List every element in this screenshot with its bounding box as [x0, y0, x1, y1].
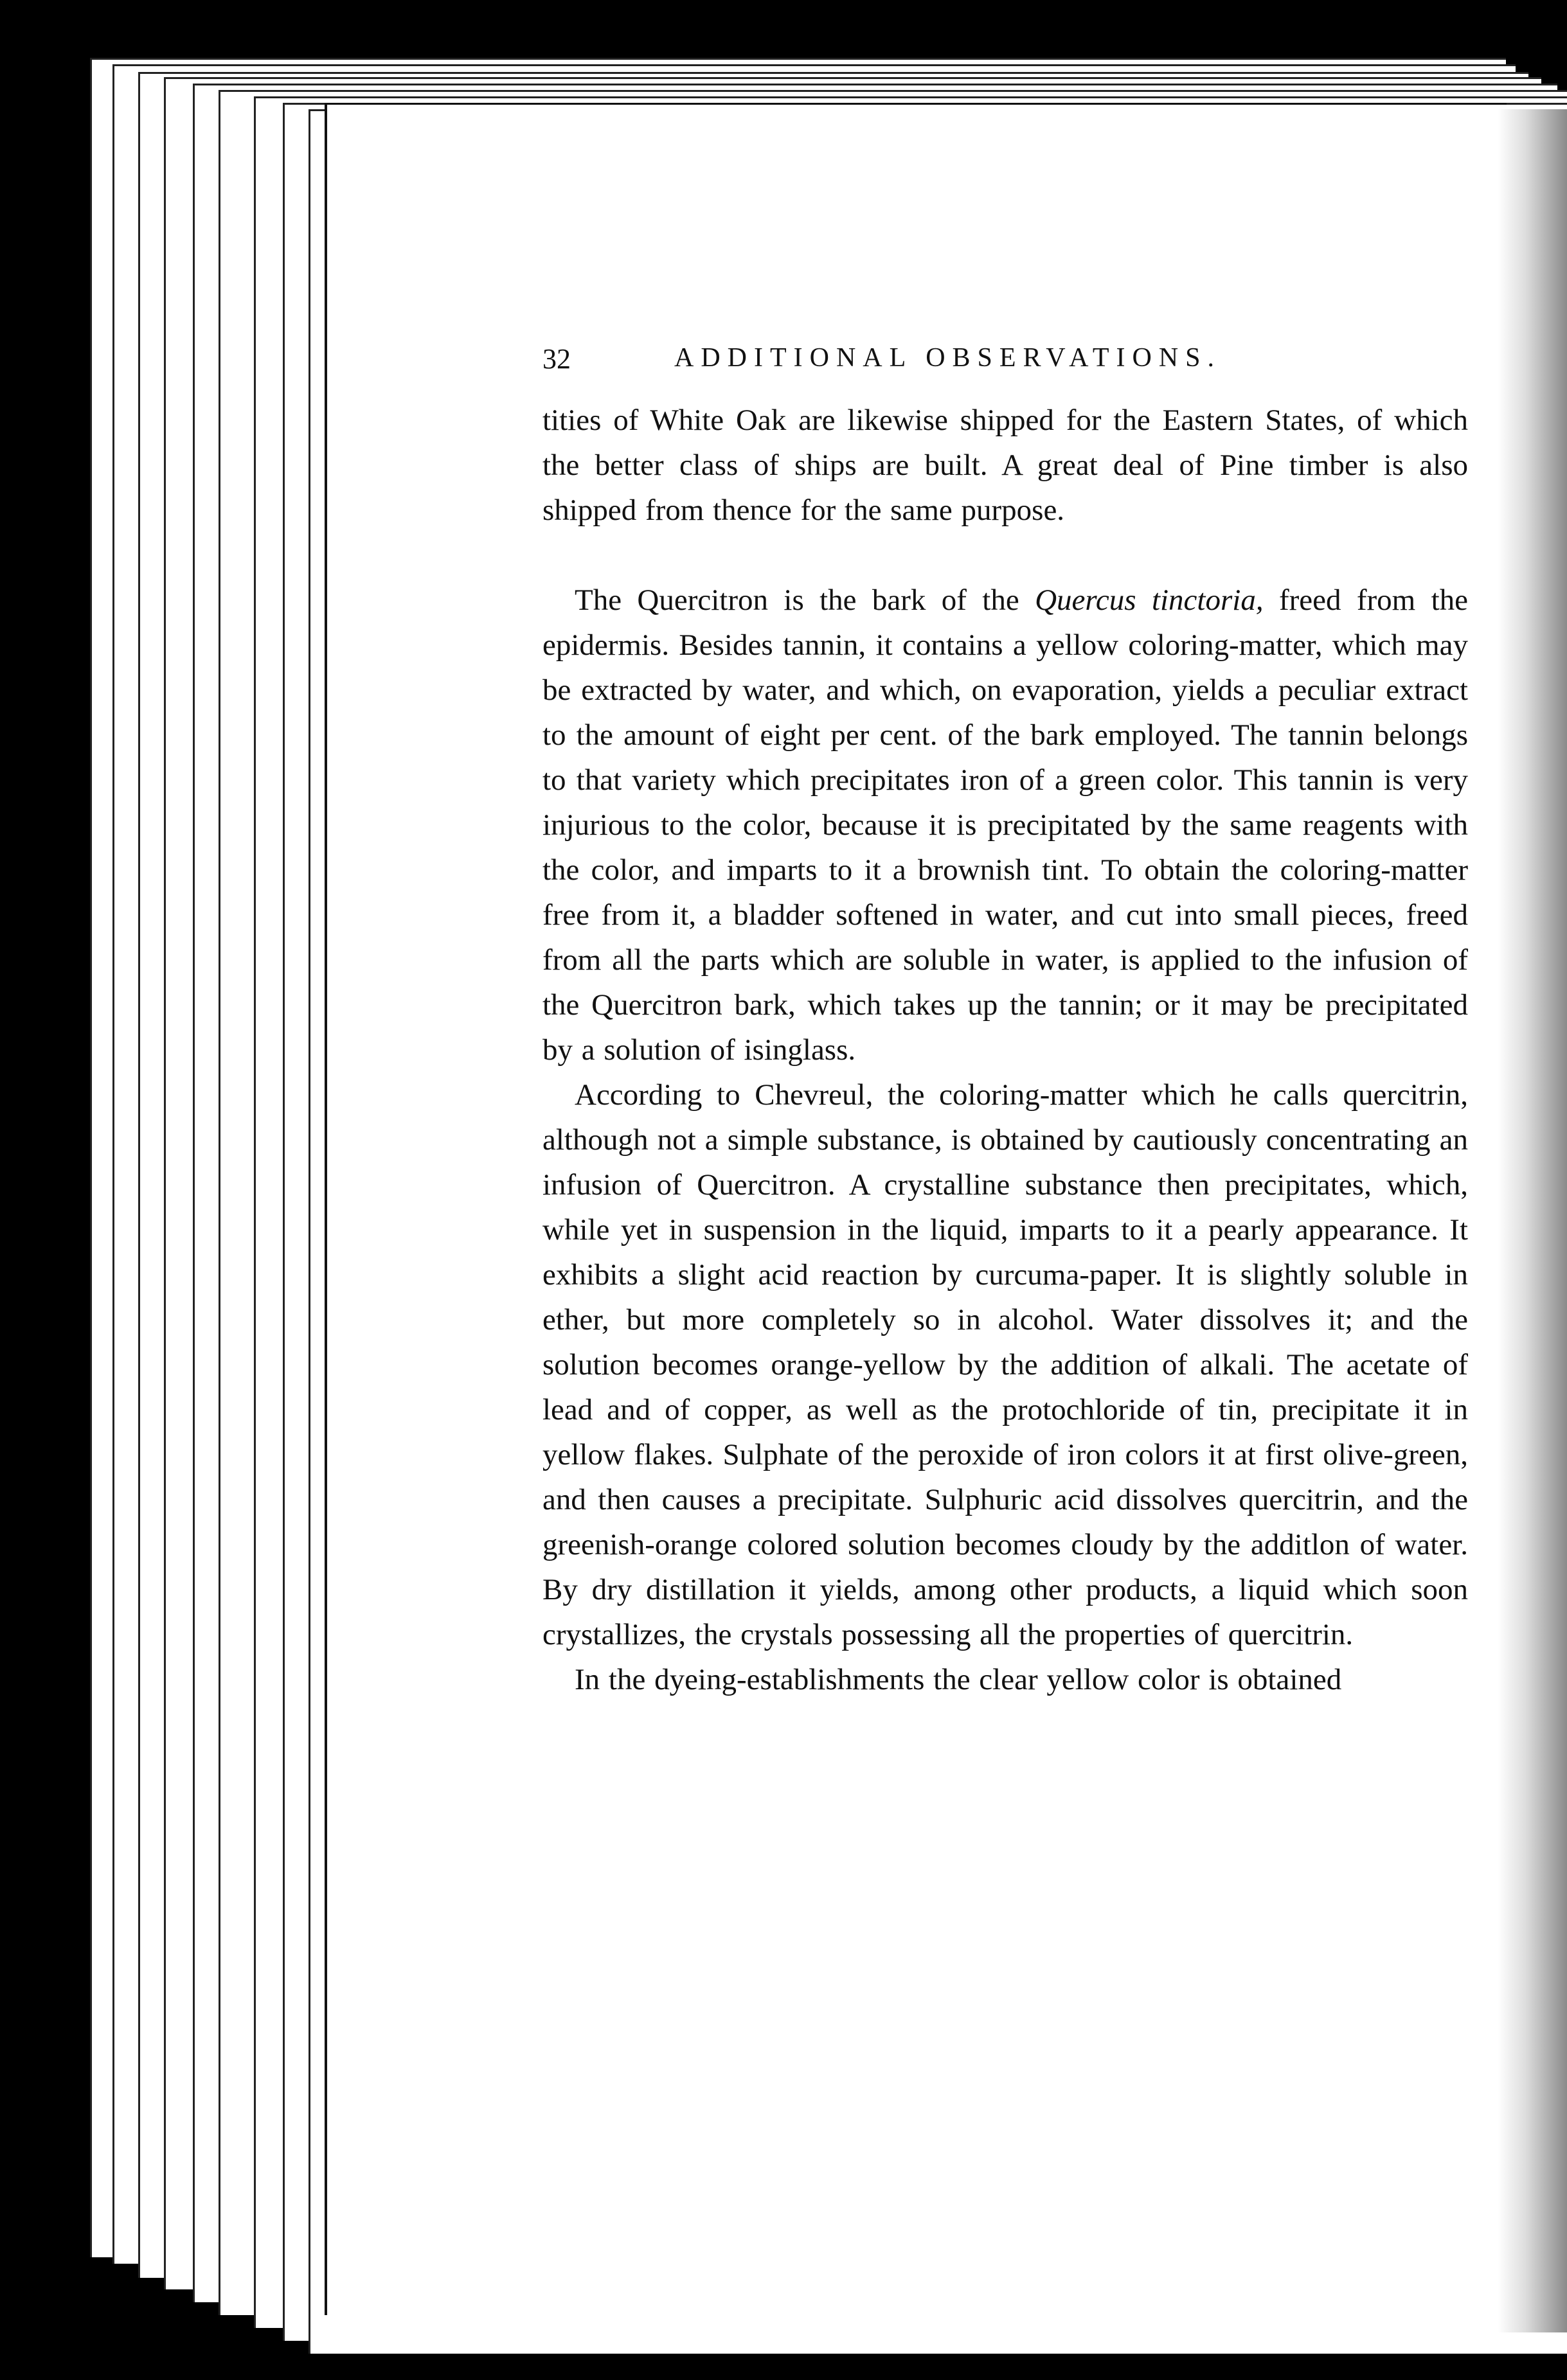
paragraph-4: In the dyeing-establishments the clear yellow color is obtained	[575, 1663, 1342, 1696]
page-content	[542, 342, 1468, 1702]
running-head-title: ADDITIONAL OBSERVATIONS.	[674, 343, 1221, 373]
paragraph-1: tities of White Oak are likewise shipped for the Eastern States, of which the better class of ships are built. A great deal of Pine timber is also shipped from thence for the same purpose.	[542, 404, 1468, 527]
paragraph-2-text-b: freed from the epidermis. Besides tannin, it contains a yellow coloring-matter, which may be extracted by water, and which, on evaporation, yields a peculiar extract to the amount of eight per cent. of the bark employed. The tannin belongs to that variety which precipitates iron of a green color. This tannin is very injurious to the color, because it is precipitated by the same reagents with the color, and imparts to it a brownish tint. To obtain the coloring-matter free from it, a bladder softened in water, and cut into small pieces, freed from all the parts which are soluble in water, is applied to the infusion of the Quercitron bark, which takes up the tannin; or it may be precipitated by a solution of isinglass.	[542, 583, 1468, 1067]
paragraph-2-text-a: The Quercitron is the bark of the	[575, 583, 1035, 617]
species-name: Quercus tinctoria,	[1035, 583, 1264, 617]
book-page	[325, 103, 1507, 2315]
page-gutter-shadow	[1498, 109, 1567, 2332]
page-number: 32	[542, 343, 571, 375]
running-head	[542, 342, 1468, 394]
paragraph-3: According to Chevreul, the coloring-matter which he calls quercitrin, although not a simple substance, is obtained by cautiously concentrating an infusion of Quercitron. A crystalline substance then precipitates, which, while yet in suspension in the liquid, imparts to it a pearly appearance. It exhibits a slight acid reaction by curcuma-paper. It is slightly soluble in ether, but more completely so in alcohol. Water dissolves it; and the solution becomes orange-yellow by the addition of alkali. The acetate of lead and of copper, as well as the protochloride of tin, precipitate it in yellow flakes. Sulphate of the peroxide of iron colors it at first olive-green, and then causes a precipitate. Sulphuric acid dissolves quercitrin, and the greenish-orange colored solution becomes cloudy by the additlon of water. By dry distillation it yields, among other products, a liquid which soon crystallizes, the crystals possessing all the properties of quercitrin.	[542, 1078, 1468, 1651]
paragraph-2	[542, 578, 1468, 1072]
